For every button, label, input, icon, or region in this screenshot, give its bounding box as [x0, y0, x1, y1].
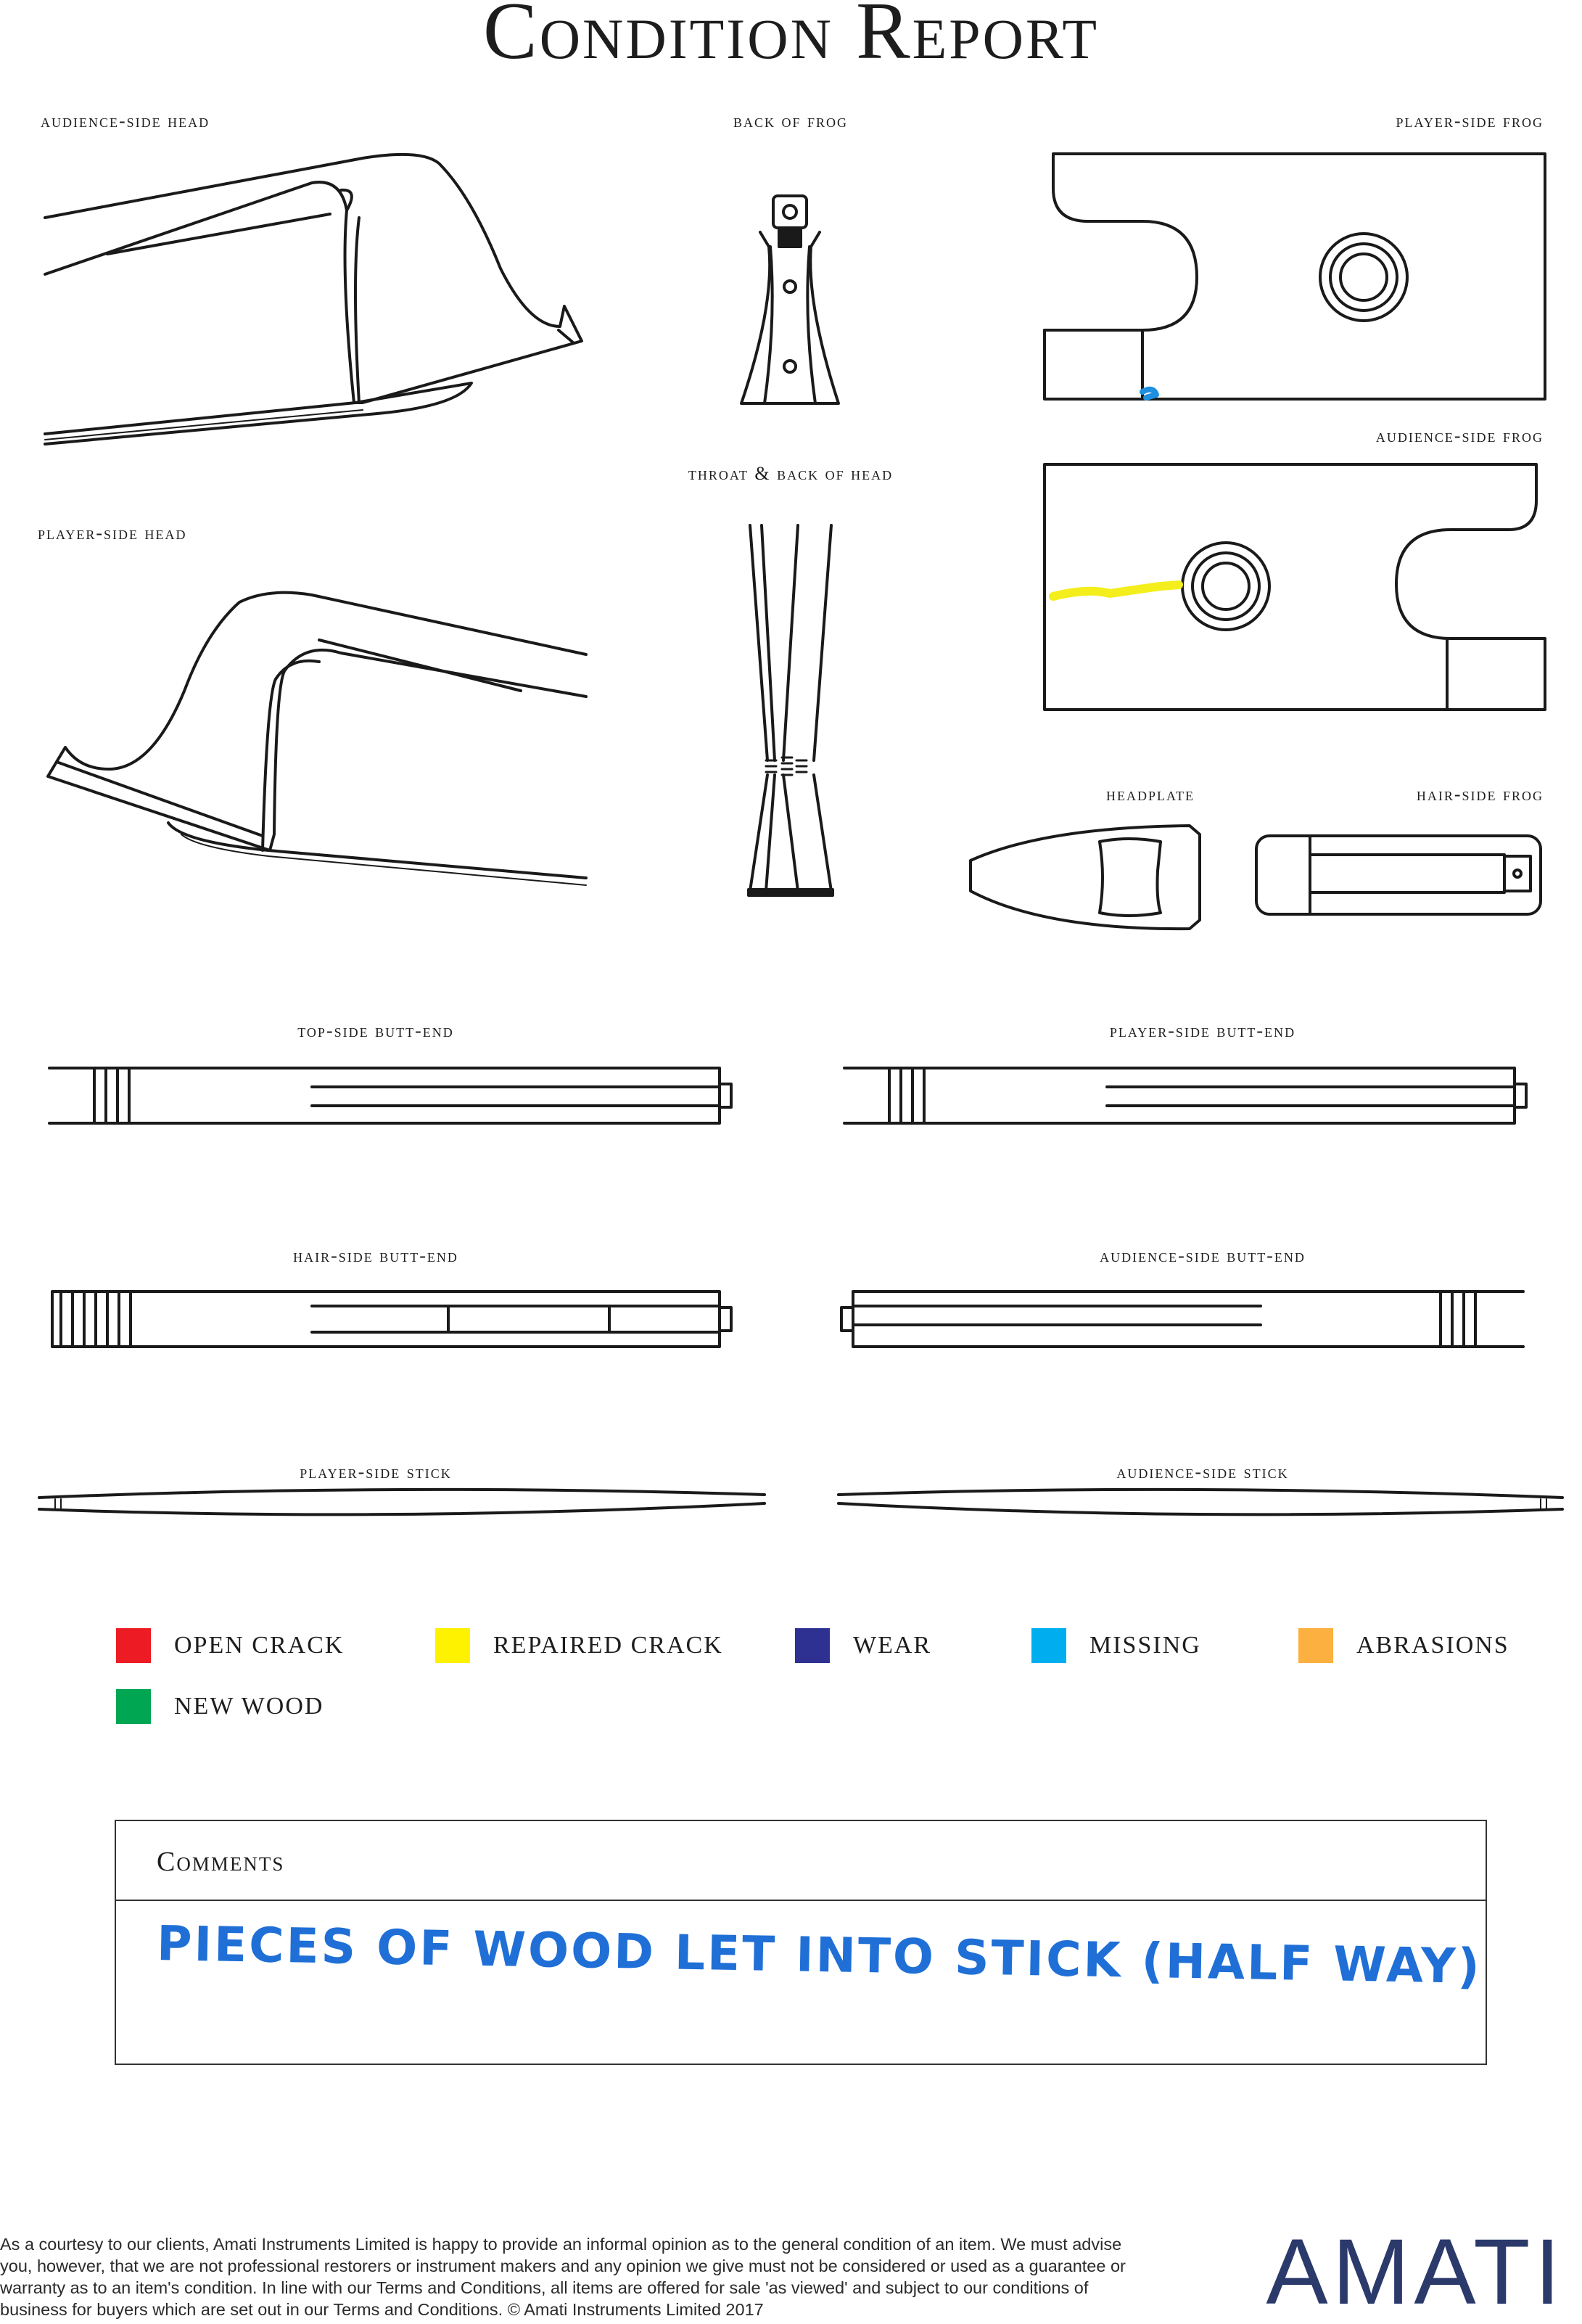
player-side-frog-drawing	[1045, 154, 1545, 399]
label-top-side-butt-end: top-side butt-end	[297, 1020, 454, 1041]
legend-label: ABRASIONS	[1356, 1632, 1509, 1659]
audience-side-stick-drawing	[839, 1490, 1562, 1514]
label-audience-side-frog: audience-side frog	[1375, 425, 1544, 446]
disclaimer-text: As a courtesy to our clients, Amati Instruments Limited is happy to provide an informal opinion as to the general condition of an item. We must advise you, however, that we are not professional restorers or instrument makers and any opinion we give must not be considered or used as a guarantee or warranty as to an item's condition. In line with our Terms and Conditions, all items are offered for sale 'as viewed' and subject to our conditions of business for buyers which are set out in our Terms and Conditions. © Amati Instruments Limited 2017	[0, 2235, 1126, 2319]
label-audience-side-head: audience-side head	[41, 110, 210, 131]
legend-swatch	[1298, 1628, 1333, 1663]
label-headplate: headplate	[1106, 784, 1195, 805]
hair-side-frog-drawing	[1256, 836, 1541, 914]
comments-header	[116, 1821, 1486, 1901]
legend-open-crack	[116, 1628, 344, 1663]
amati-logo: AMATI	[1266, 2220, 1565, 2324]
hair-side-butt-end-drawing	[52, 1292, 731, 1347]
legend-swatch	[795, 1628, 830, 1663]
back-of-frog-drawing	[741, 196, 839, 403]
page-title: Condition Report	[483, 0, 1099, 76]
legend-label: MISSING	[1089, 1632, 1201, 1659]
label-hair-side-butt-end: hair-side butt-end	[293, 1245, 458, 1266]
audience-side-frog-drawing	[1045, 464, 1545, 710]
legend-repaired-crack	[435, 1628, 723, 1663]
player-side-head-drawing	[48, 593, 586, 885]
headplate-drawing	[971, 826, 1200, 929]
label-audience-side-stick: audience-side stick	[1116, 1461, 1289, 1482]
legend-wear	[795, 1628, 931, 1663]
label-player-side-frog: player-side frog	[1396, 110, 1544, 131]
player-side-butt-end-drawing	[844, 1068, 1526, 1123]
throat-back-of-head-drawing	[749, 525, 833, 895]
label-player-side-butt-end: player-side butt-end	[1109, 1020, 1296, 1041]
comments-handwritten-text[interactable]: PIECES OF WOOD LET INTO STICK (HALF WAY)	[156, 1916, 1483, 1995]
legend-swatch	[116, 1628, 151, 1663]
legend-swatch	[1031, 1628, 1066, 1663]
legend-swatch	[435, 1628, 470, 1663]
comments-box	[115, 1820, 1487, 2065]
audience-side-head-drawing	[45, 155, 582, 444]
legend-label: OPEN CRACK	[174, 1632, 345, 1659]
legend-label: WEAR	[853, 1632, 932, 1659]
legend-label: NEW WOOD	[174, 1693, 324, 1720]
label-audience-side-butt-end: audience-side butt-end	[1100, 1245, 1306, 1266]
label-player-side-stick: player-side stick	[300, 1461, 452, 1482]
legend-label: REPAIRED CRACK	[493, 1632, 723, 1659]
legend-new-wood	[116, 1689, 324, 1724]
legend-missing	[1031, 1628, 1201, 1663]
audience-side-butt-end-drawing	[841, 1292, 1523, 1347]
label-back-of-frog: back of frog	[733, 110, 849, 131]
top-side-butt-end-drawing	[49, 1068, 731, 1123]
label-player-side-head: player-side head	[38, 522, 187, 543]
label-hair-side-frog: hair-side frog	[1416, 784, 1544, 805]
comments-label: Comments	[157, 1847, 285, 1877]
label-throat-back-of-head: throat & back of head	[688, 463, 894, 484]
legend-swatch	[116, 1689, 151, 1724]
legend-abrasions	[1298, 1628, 1509, 1663]
player-side-stick-drawing	[39, 1490, 765, 1514]
